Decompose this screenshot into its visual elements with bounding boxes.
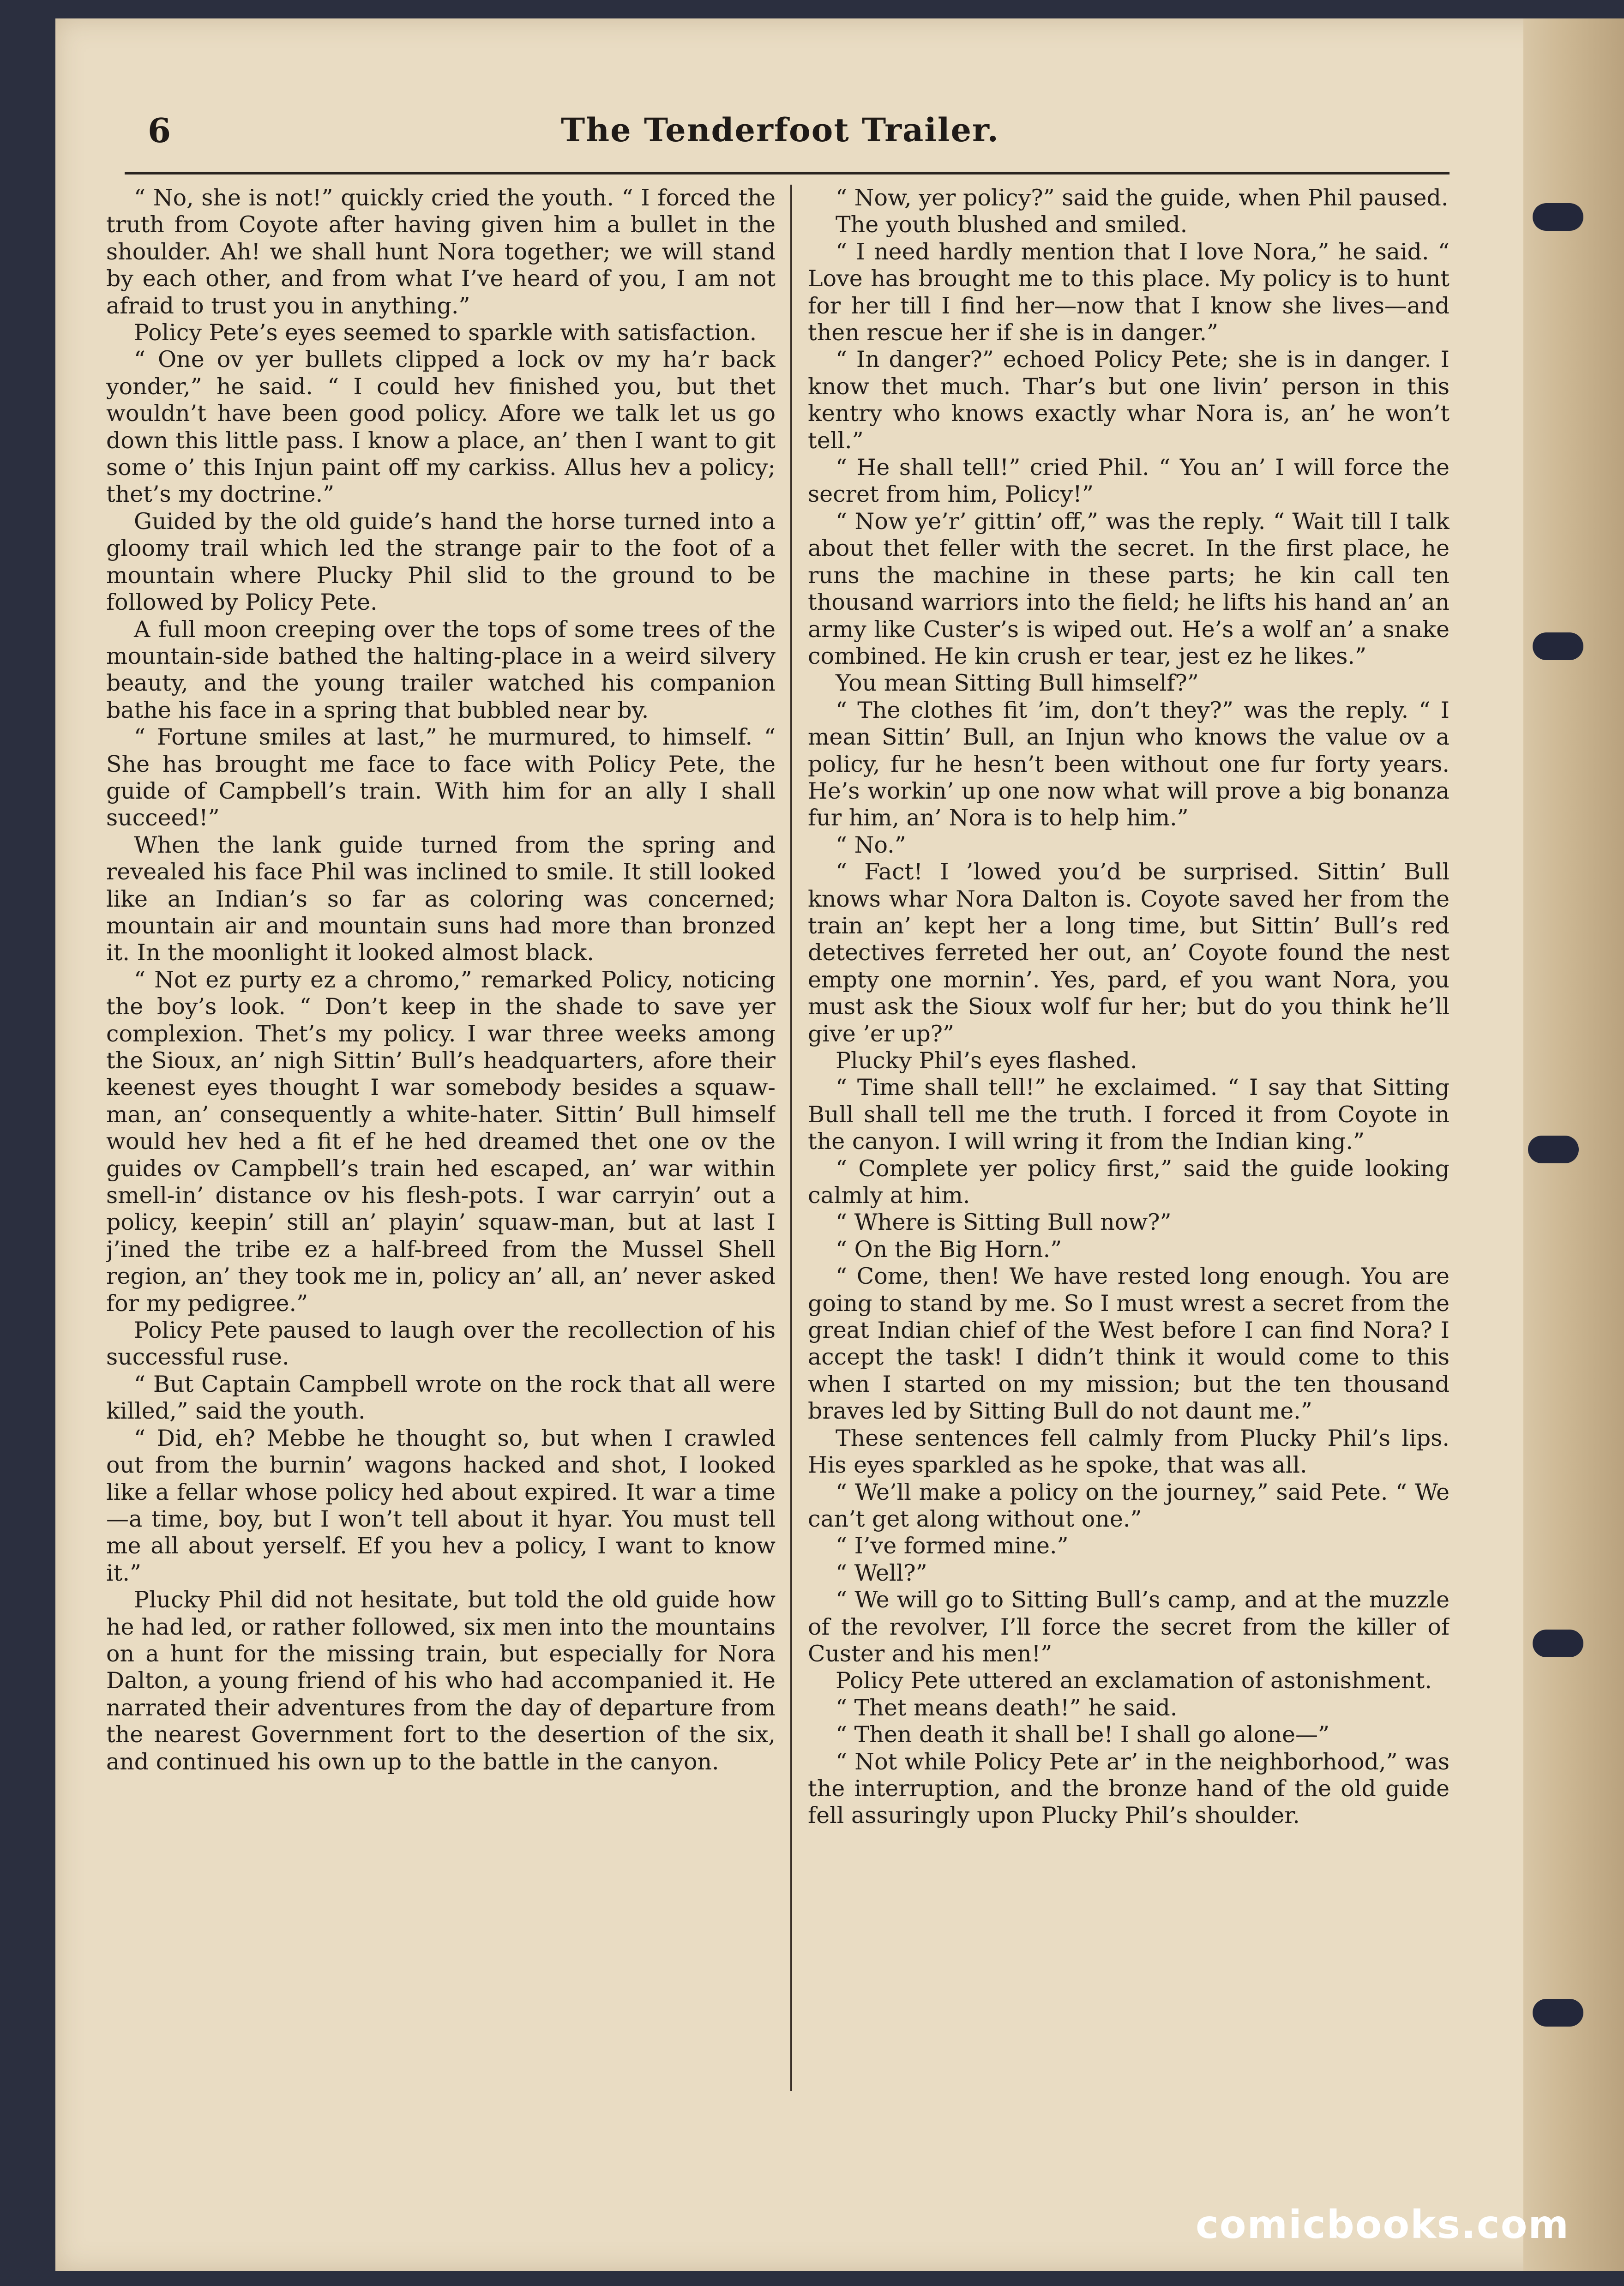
paragraph: “ Not ez purty ez a chromo,” remarked Policy, noticing the boy’s look. “ Don’t keep in the shade to save yer complexion. Thet’s my policy. I war three weeks among the Sioux, an’ nigh Sittin’ Bull’s headquarters, afore their keenest eyes thought I war somebody besides a squaw-man, an’ consequently a white-hater. Sittin’ Bull himself would hev hed a fit ef he hed dreamed thet one ov the guides ov Campbell’s train hed escaped, an’ war within smell-in’ distance ov his flesh-pots. I war carryin’ out a policy, keepin’ still an’ playin’ squaw-man, but at last I j’ined the tribe ez a half-breed from the Mussel Shell region, an’ they took me in, policy an’ all, an’ never asked for my pedigree.” (106, 966, 776, 1317)
paragraph: “ In danger?” echoed Policy Pete; she is in danger. I know thet much. Thar’s but one livin’ person in this kentry who knows exactly whar Nora is, an’ he won’t tell.” (808, 346, 1450, 454)
page-header (88, 111, 1473, 162)
paragraph: “ Now, yer policy?” said the guide, when Phil paused. (836, 185, 1449, 211)
paragraph: “ Then death it shall be! I shall go alone—” (836, 1721, 1330, 1748)
paragraph: Policy Pete paused to laugh over the recollection of his successful ruse. (106, 1317, 776, 1371)
paragraph: “ Come, then! We have rested long enough. You are going to stand by me. So I must wrest a secret from the great Indian chief of the West before I can find Nora? I accept the task! I didn’t think it would come to this when I started on my mission; but the ten thousand braves led by Sitting Bull do not daunt me.” (808, 1263, 1450, 1425)
paragraph: “ The clothes fit ’im, don’t they?” was the reply. “ I mean Sittin’ Bull, an Injun who knows the value ov a policy, fur he hesn’t been without one fur forty years. He’s workin’ up one now what will prove a big bonanza fur him, an’ Nora is to help him.” (808, 697, 1450, 831)
binding-hole (1528, 1136, 1579, 1163)
paragraph: “ Time shall tell!” he exclaimed. “ I say that Sitting Bull shall tell me the truth. I forced it from Coyote in the canyon. I will wring it from the Indian king.” (808, 1074, 1450, 1155)
column-divider (790, 185, 792, 2091)
paragraph: Policy Pete’s eyes seemed to sparkle with satisfaction. (134, 319, 757, 346)
paragraph: These sentences fell calmly from Plucky Phil’s lips. His eyes sparkled as he spoke, that was all. (808, 1425, 1450, 1479)
binding-hole (1533, 1630, 1583, 1657)
right-column (808, 185, 1450, 2114)
paragraph: The youth blushed and smiled. (836, 211, 1188, 238)
paragraph: A full moon creeping over the tops of some trees of the mountain-side bathed the halting-place in a weird silvery beauty, and the young trailer watched his companion bathe his face in a spring that bubbled near by. (106, 616, 776, 723)
paragraph: “ Fact! I ’lowed you’d be surprised. Sittin’ Bull knows whar Nora Dalton is. Coyote saved her from the train an’ kept her a long time, but Sittin’ Bull’s red detectives ferreted her out, an’ Coyote found the nest empty one mornin’. Yes, pard, ef you want Nora, you must ask the Sioux wolf fur her; but do you think he’ll give ’er up?” (808, 859, 1450, 1047)
paragraph: “ Where is Sitting Bull now?” (836, 1209, 1172, 1236)
paragraph: “ Now ye’r’ gittin’ off,” was the reply. “ Wait till I talk about thet feller with the secret. In the first place, he runs the machine in these parts; he kin call ten thousand warriors into the field; he lifts his hand an’ an army like Custer’s is wiped out. He’s a wolf an’ a snake combined. He kin crush er tear, jest ez he likes.” (808, 508, 1450, 669)
left-column (106, 185, 776, 2114)
paragraph: “ I need hardly mention that I love Nora,” he said. “ Love has brought me to this place. My policy is to hunt for her till I find her—now that I know she lives—and then rescue her if she is in danger.” (808, 238, 1450, 346)
paragraph: “ I’ve formed mine.” (836, 1533, 1069, 1559)
watermark: comicbooks.com (1196, 2202, 1570, 2247)
paragraph: “ Well?” (836, 1559, 927, 1586)
paragraph: Guided by the old guide’s hand the horse turned into a gloomy trail which led the strange pair to the foot of a mountain where Plucky Phil slid to the ground to be followed by Policy Pete. (106, 508, 776, 616)
binding-hole (1533, 1999, 1583, 2027)
paragraph: “ No.” (836, 831, 906, 858)
paragraph: Policy Pete uttered an exclamation of astonishment. (836, 1667, 1432, 1694)
binding-hole (1533, 203, 1583, 231)
paragraph: “ Thet means death!” he said. (836, 1694, 1178, 1721)
paragraph: Plucky Phil’s eyes flashed. (836, 1047, 1137, 1074)
paragraph: You mean Sitting Bull himself?” (836, 670, 1199, 697)
paragraph: “ On the Big Horn.” (836, 1236, 1062, 1263)
paragraph: “ We will go to Sitting Bull’s camp, and at the muzzle of the revolver, I’ll force the secret from the killer of Custer and his men!” (808, 1587, 1450, 1667)
paragraph: “ One ov yer bullets clipped a lock ov my ha’r back yonder,” he said. “ I could hev finished you, but thet wouldn’t have been good policy. Afore we talk let us go down this little pass. I know a place, an’ then I want to git some o’ this Injun paint off my carkiss. Allus hev a policy; thet’s my doctrine.” (106, 346, 776, 508)
header-rule (125, 172, 1450, 174)
paragraph: “ Fortune smiles at last,” he murmured, to himself. “ She has brought me face to face with Policy Pete, the guide of Campbell’s train. With him for an ally I shall succeed!” (106, 724, 776, 831)
paragraph: “ But Captain Campbell wrote on the rock that all were killed,” said the youth. (106, 1371, 776, 1425)
binding-hole (1533, 632, 1583, 660)
paragraph: “ We’ll make a policy on the journey,” said Pete. “ We can’t get along without one.” (808, 1479, 1450, 1532)
paragraph: Plucky Phil did not hesitate, but told the old guide how he had led, or rather followed, six men into the mountains on a hunt for the missing train, but especially for Nora Dalton, a young friend of his who had accompanied it. He narrated their adventures from the day of departure from the nearest Government fort to the desertion of the six, and continued his own up to the battle in the canyon. (106, 1587, 776, 1775)
paragraph: When the lank guide turned from the spring and revealed his face Phil was inclined to smile. It still looked like an Indian’s so far as coloring was concerned; mountain air and mountain suns had more than bronzed it. In the moonlight it looked almost black. (106, 831, 776, 966)
paragraph: “ No, she is not!” quickly cried the youth. “ I forced the truth from Coyote after having given him a bullet in the shoulder. Ah! we shall hunt Nora together; we will stand by each other, and from what I’ve heard of you, I am not afraid to trust you in anything.” (106, 185, 776, 319)
page-number: 6 (148, 111, 171, 150)
paragraph: “ Did, eh? Mebbe he thought so, but when I crawled out from the burnin’ wagons hacked and shot, I looked like a fellar whose policy hed about expired. It war a time—a time, boy, but I won’t tell about it hyar. You must tell me all about yerself. Ef you hev a policy, I want to know it.” (106, 1425, 776, 1586)
paragraph: “ Complete yer policy first,” said the guide looking calmly at him. (808, 1155, 1450, 1209)
paragraph: “ Not while Policy Pete ar’ in the neighborhood,” was the interruption, and the bronze hand of the old guide fell assuringly upon Plucky Phil’s shoulder. (808, 1748, 1450, 1829)
running-title: The Tenderfoot Trailer. (561, 111, 999, 149)
paragraph: “ He shall tell!” cried Phil. “ You an’ I will force the secret from him, Policy!” (808, 454, 1450, 508)
